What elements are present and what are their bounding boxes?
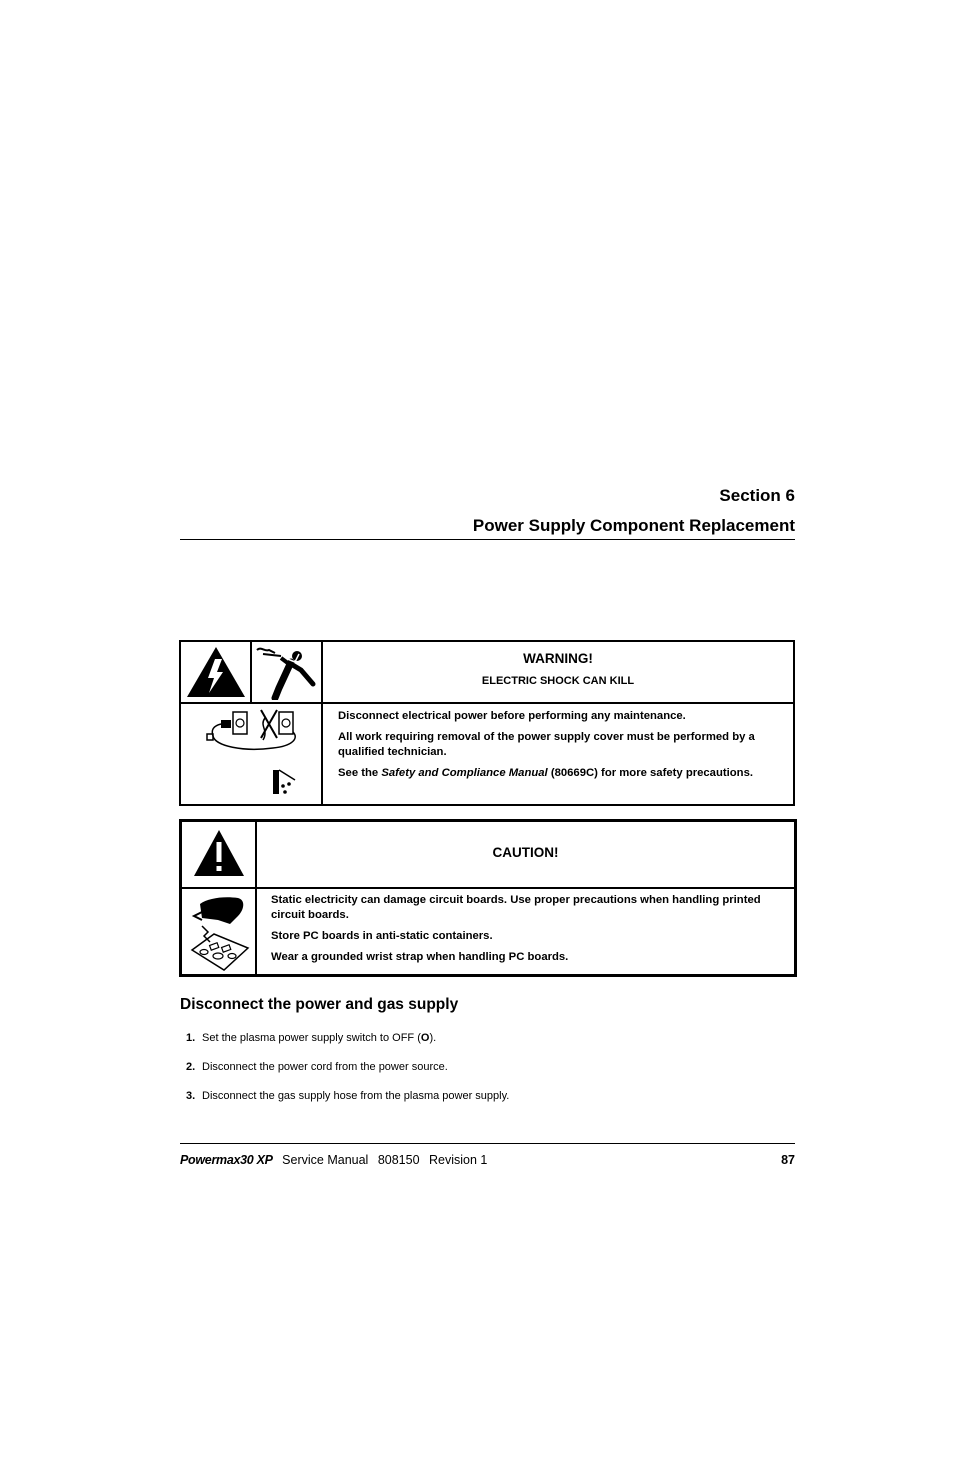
doc-type: Service Manual xyxy=(282,1153,369,1167)
section-title: Power Supply Component Replacement xyxy=(472,516,795,535)
list-item xyxy=(186,1090,509,1119)
warning-line-suffix: (80669C) for more safety precautions. xyxy=(547,767,753,779)
warning-line-prefix: See the xyxy=(338,767,382,779)
list-item xyxy=(186,1061,509,1090)
footer xyxy=(180,1153,493,1167)
section-label: Section 6 xyxy=(719,486,795,505)
caution-line: Wear a grounded wrist strap when handling PC boards. xyxy=(271,951,569,963)
warning-box xyxy=(179,640,795,806)
caution-text xyxy=(271,893,774,971)
step-number: 2. xyxy=(186,1061,196,1073)
page-number: 87 xyxy=(781,1153,795,1167)
manual-title: Safety and Compliance Manual xyxy=(381,767,548,779)
caution-exclamation-icon xyxy=(192,828,246,878)
electric-hazard-icon xyxy=(185,645,247,699)
divider xyxy=(181,702,793,704)
warning-line: Disconnect electrical power before performing any maintenance. xyxy=(338,710,686,722)
step-number: 3. xyxy=(186,1090,196,1102)
step-text: Disconnect the gas supply hose from the plasma power supply. xyxy=(202,1090,510,1102)
static-hand-board-icon xyxy=(188,894,250,974)
warning-line: All work requiring removal of the power supply cover must be performed by a qualified technician. xyxy=(338,731,755,758)
caution-line: Static electricity can damage circuit boards. Use proper precautions when handling printed circuit boards. xyxy=(271,894,761,921)
off-symbol: O xyxy=(420,1032,430,1044)
procedure-steps xyxy=(186,1032,509,1119)
list-item xyxy=(186,1032,509,1061)
step-text: Disconnect the power cord from the power source. xyxy=(202,1061,448,1073)
footer-rule xyxy=(180,1143,795,1144)
shock-person-icon xyxy=(255,644,317,700)
caution-box xyxy=(179,819,797,977)
step-text-before: Set the plasma power supply switch to OFF ( xyxy=(202,1032,421,1044)
warning-line xyxy=(338,766,777,781)
header-rule xyxy=(180,539,795,540)
revision: Revision 1 xyxy=(429,1153,488,1167)
caution-heading: CAUTION! xyxy=(492,845,559,860)
doc-number: 808150 xyxy=(377,1153,420,1167)
divider xyxy=(250,642,252,702)
divider xyxy=(182,887,794,889)
product-name: Powermax30 XP xyxy=(180,1153,273,1167)
divider xyxy=(321,642,323,804)
unplug-power-icon xyxy=(203,708,307,798)
step-text-after: ). xyxy=(429,1032,437,1044)
warning-heading: WARNING! xyxy=(523,651,593,666)
step-text xyxy=(202,1032,436,1061)
step-number: 1. xyxy=(186,1032,196,1044)
warning-subheading: ELECTRIC SHOCK CAN KILL xyxy=(481,675,635,687)
procedure-title: Disconnect the power and gas supply xyxy=(180,996,459,1013)
caution-line: Store PC boards in anti-static containers. xyxy=(271,930,493,942)
warning-text xyxy=(338,709,777,787)
